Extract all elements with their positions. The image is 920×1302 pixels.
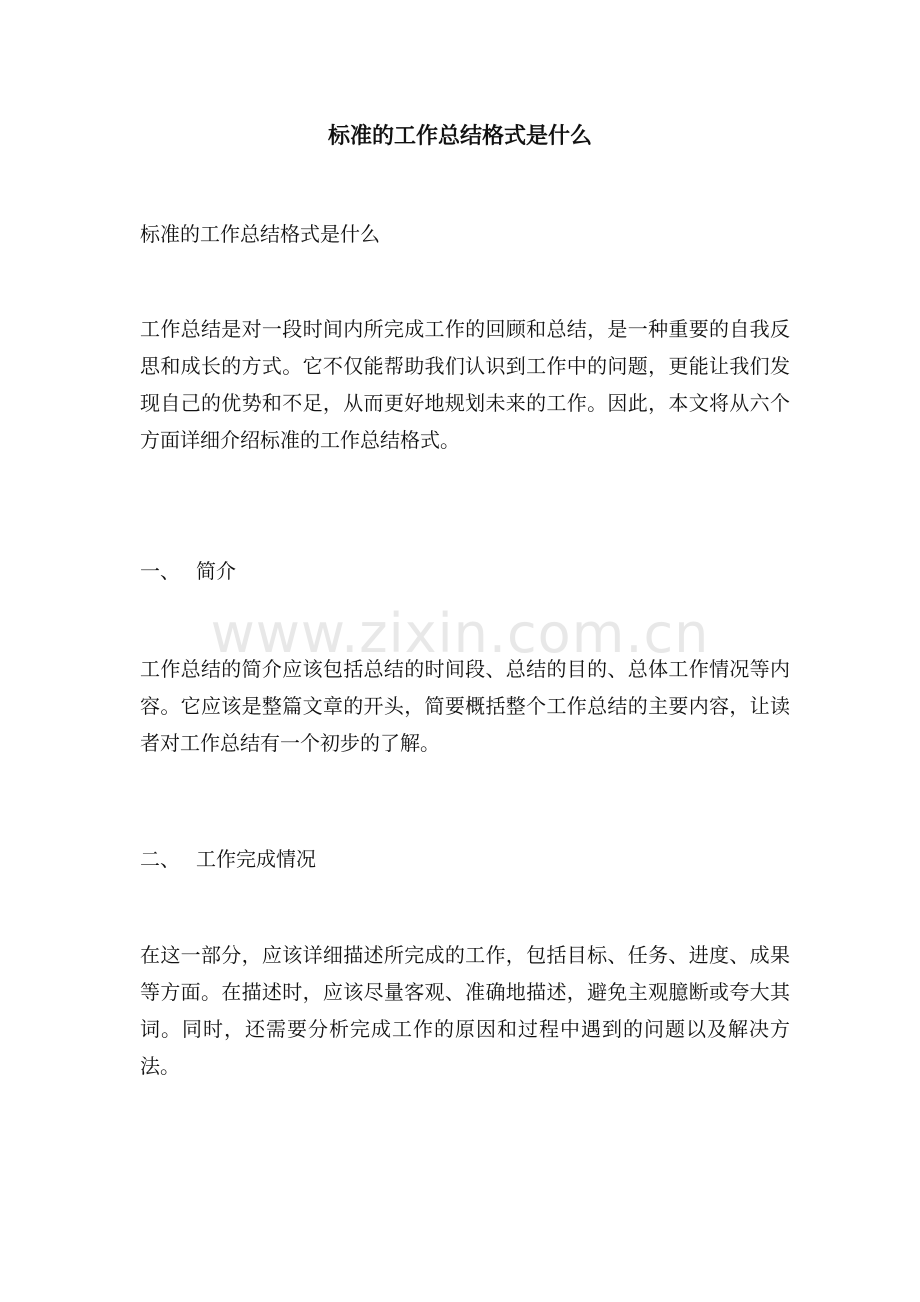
section-heading-text: 简介 bbox=[196, 559, 236, 583]
intro-paragraph: 工作总结是对一段时间内所完成工作的回顾和总结，是一种重要的自我反思和成长的方式。它不仅能帮助我们认识到工作中的问题，更能让我们发现自己的优势和不足，从而更好地规划未来的工作。因此，本文将从六个方面详细介绍标准的工作总结格式。 bbox=[140, 317, 790, 452]
section-heading-text: 工作完成情况 bbox=[196, 847, 316, 871]
document-title: 标准的工作总结格式是什么 bbox=[327, 123, 592, 149]
section-2-paragraph: 在这一部分，应该详细描述所完成的工作，包括目标、任务、进度、成果等方面。在描述时，应该尽量客观、准确地描述，避免主观臆断或夸大其词。同时，还需要分析完成工作的原因和过程中遇到的问题以及解决方法。 bbox=[140, 943, 790, 1078]
section-number: 一、 bbox=[140, 559, 180, 583]
section-heading-2 bbox=[140, 841, 316, 877]
section-1-paragraph: 工作总结的简介应该包括总结的时间段、总结的目的、总体工作情况等内容。它应该是整篇文章的开头，简要概括整个工作总结的主要内容，让读者对工作总结有一个初步的了解。 bbox=[140, 657, 790, 755]
section-number: 二、 bbox=[140, 847, 180, 871]
watermark: www.zixin.com.cn bbox=[210, 602, 710, 665]
section-heading-1 bbox=[140, 553, 236, 589]
document-subtitle: 标准的工作总结格式是什么 bbox=[140, 222, 380, 246]
